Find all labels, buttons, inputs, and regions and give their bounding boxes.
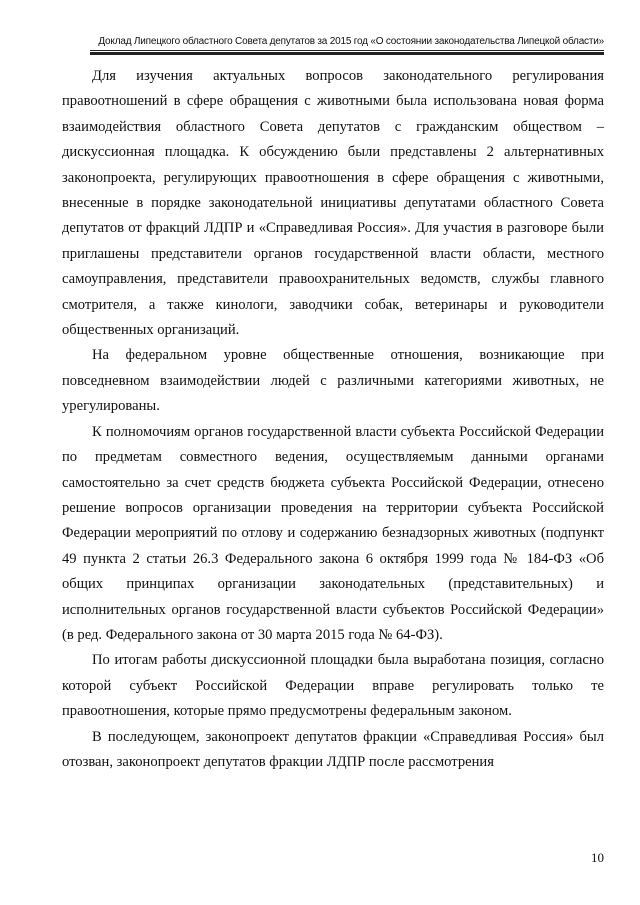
header-rule-thick xyxy=(90,52,604,55)
paragraph: В последующем, законопроект депутатов фракции «Справедливая Россия» был отозван, законопроект депутатов фракции ЛДПР после рассмотрения xyxy=(62,728,604,770)
paragraph: К полномочиям органов государственной власти субъекта Российской Федерации по предметам совместного ведения, осуществляемым данными органами самостоятельно за счет средств бюджета субъекта Российской Федерации, отнесено решение вопросов организации проведения на территории субъекта Российской Федерации мероприятий по отлову и содержанию безнадзорных животных (подпункт 49 пункта 2 статьи 26.3 Федерального закона 6 октября 1999 года № 184-ФЗ «Об общих принципах организации законодательных (представительных) и исполнительных органов государственной власти субъектов Российской Федерации» (в ред. Федерального закона от 30 марта 2015 года № 64-ФЗ). xyxy=(62,423,604,643)
running-header: Доклад Липецкого областного Совета депутатов за 2015 год «О состоянии законодательства Липецкой области» xyxy=(98,36,604,47)
paragraph: На федеральном уровне общественные отношения, возникающие при повседневном взаимодействии людей с различными категориями животных, не урегулированы. xyxy=(62,347,604,415)
paragraph: Для изучения актуальных вопросов законодательного регулирования правоотношений в сфере обращения с животными была использована новая форма взаимодействия областного Совета депутатов с гражданским обществом – дискуссионная площадка. К обсуждению были представлены 2 альтернативных законопроекта, регулирующих правоотношения в сфере обращения с животными, внесенные в порядке законодательной инициативы депутатами областного Совета депутатов от фракций ЛДПР и «Справедливая Россия». Для участия в разговоре были приглашены представители органов государственной власти области, местного самоуправления, представители правоохранительных ведомств, службы главного смотрителя, а также кинологи, заводчики собак, ветеринары и руководители общественных организаций. xyxy=(62,68,604,339)
header-rule xyxy=(90,50,604,51)
paragraph: По итогам работы дискуссионной площадки была выработана позиция, согласно которой субъект Российской Федерации вправе регулировать только те правоотношения, которые прямо предусмотрены федеральным законом. xyxy=(62,652,604,720)
page-number: 10 xyxy=(591,850,604,865)
body-text xyxy=(62,64,604,775)
